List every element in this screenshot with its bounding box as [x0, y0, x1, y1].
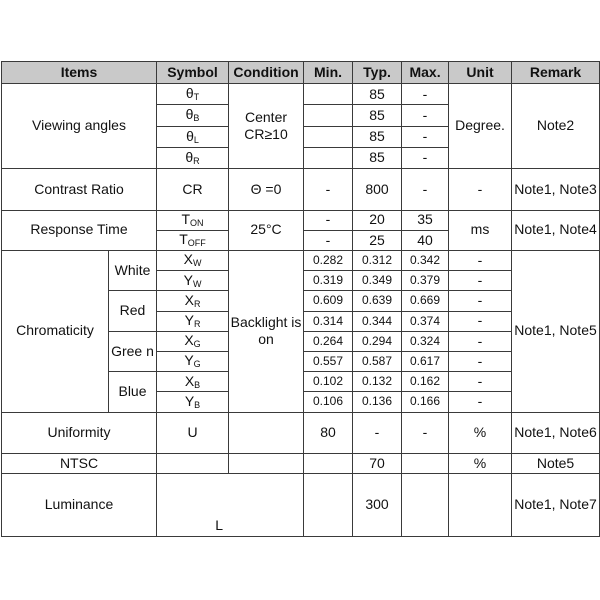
table-row: [2, 412, 600, 453]
header-min: Min.: [304, 62, 353, 84]
min-cell: 0.319: [304, 271, 353, 291]
optical-spec-table: [1, 61, 600, 537]
header-typ: Typ.: [353, 62, 402, 84]
max-cell: -: [402, 105, 449, 126]
max-cell: -: [402, 412, 449, 453]
min-cell: 0.282: [304, 250, 353, 270]
typ-cell: 0.344: [353, 311, 402, 331]
item-ntsc: NTSC: [2, 453, 157, 473]
max-cell: 0.379: [402, 271, 449, 291]
table-row: [2, 474, 600, 537]
typ-cell: 85: [353, 126, 402, 147]
remark-note1-note6: Note1, Note6: [512, 412, 600, 453]
typ-cell: 0.132: [353, 372, 402, 392]
symbol-theta-b: $\theta_B$: [157, 105, 229, 126]
header-items: Items: [2, 62, 157, 84]
remark-note1-note3: Note1, Note3: [512, 169, 600, 210]
item-contrast-ratio: Contrast Ratio: [2, 169, 157, 210]
symbol-cr: CR: [157, 169, 229, 210]
table-row: [2, 210, 600, 230]
typ-cell: -: [353, 412, 402, 453]
min-cell: 0.557: [304, 351, 353, 371]
typ-cell: 0.639: [353, 291, 402, 311]
max-cell: 0.166: [402, 392, 449, 412]
max-cell: 0.669: [402, 291, 449, 311]
unit-cell: -: [449, 372, 512, 392]
unit-cell: -: [449, 250, 512, 270]
color-white: White: [109, 250, 157, 290]
unit-ms: ms: [449, 210, 512, 250]
item-viewing-angles: Viewing angles: [2, 84, 157, 169]
symbol-yr: $Y_R$: [157, 311, 229, 331]
condition-cell: [229, 412, 304, 453]
min-cell: -: [304, 230, 353, 250]
symbol-yw: $Y_W$: [157, 271, 229, 291]
header-max: Max.: [402, 62, 449, 84]
min-cell: [304, 474, 353, 537]
min-cell: 0.106: [304, 392, 353, 412]
remark-note2: Note2: [512, 84, 600, 169]
symbol-t-off: $T_{OFF}$: [157, 230, 229, 250]
typ-cell: 0.294: [353, 331, 402, 351]
symbol-xb: $X_B$: [157, 372, 229, 392]
min-cell: [304, 105, 353, 126]
typ-cell: 70: [353, 453, 402, 473]
remark-note1-note7: Note1, Note7: [512, 474, 600, 537]
item-uniformity: Uniformity: [2, 412, 157, 453]
header-row: [2, 62, 600, 84]
item-response-time: Response Time: [2, 210, 157, 250]
table-row: [2, 169, 600, 210]
min-cell: 0.609: [304, 291, 353, 311]
max-cell: 35: [402, 210, 449, 230]
min-cell: 0.314: [304, 311, 353, 331]
typ-cell: 0.312: [353, 250, 402, 270]
max-cell: -: [402, 126, 449, 147]
min-cell: [304, 84, 353, 105]
symbol-theta-t: $\theta_T$: [157, 84, 229, 105]
item-chromaticity: Chromaticity: [2, 250, 109, 412]
symbol-theta-l: $\theta_L$: [157, 126, 229, 147]
condition-cell: [229, 453, 304, 473]
min-cell: [304, 126, 353, 147]
symbol-cell: [157, 453, 229, 473]
max-cell: 0.324: [402, 331, 449, 351]
table-row: [2, 250, 600, 270]
color-blue: Blue: [109, 372, 157, 412]
max-cell: 0.342: [402, 250, 449, 270]
typ-cell: 85: [353, 147, 402, 168]
condition-theta-zero: Θ =0: [229, 169, 304, 210]
max-cell: 0.617: [402, 351, 449, 371]
remark-note1-note5: Note1, Note5: [512, 250, 600, 412]
unit-cell: -: [449, 291, 512, 311]
header-symbol: Symbol: [157, 62, 229, 84]
unit-degree: Degree.: [449, 84, 512, 169]
typ-cell: 300: [353, 474, 402, 537]
unit-cell: -: [449, 169, 512, 210]
max-cell: 0.162: [402, 372, 449, 392]
max-cell: -: [402, 84, 449, 105]
min-cell: -: [304, 169, 353, 210]
typ-cell: 85: [353, 84, 402, 105]
min-cell: [304, 453, 353, 473]
min-cell: 80: [304, 412, 353, 453]
typ-cell: 0.136: [353, 392, 402, 412]
remark-note5: Note5: [512, 453, 600, 473]
typ-cell: 25: [353, 230, 402, 250]
symbol-t-on: $T_{ON}$: [157, 210, 229, 230]
max-cell: -: [402, 147, 449, 168]
symbol-u: U: [157, 412, 229, 453]
condition-25c: 25°C: [229, 210, 304, 250]
symbol-xg: $X_G$: [157, 331, 229, 351]
max-cell: [402, 453, 449, 473]
unit-cell: [449, 474, 512, 537]
symbol-l: L: [157, 474, 304, 537]
color-green: Gree n: [109, 331, 157, 371]
max-cell: [402, 474, 449, 537]
unit-cell: -: [449, 331, 512, 351]
symbol-xw: $X_W$: [157, 250, 229, 270]
condition-center-cr: Center CR≥10: [229, 84, 304, 169]
unit-percent: %: [449, 412, 512, 453]
typ-cell: 0.349: [353, 271, 402, 291]
unit-cell: -: [449, 311, 512, 331]
typ-cell: 20: [353, 210, 402, 230]
min-cell: -: [304, 210, 353, 230]
max-cell: -: [402, 169, 449, 210]
symbol-xr: $X_R$: [157, 291, 229, 311]
max-cell: 40: [402, 230, 449, 250]
unit-percent: %: [449, 453, 512, 473]
symbol-theta-r: $\theta_R$: [157, 147, 229, 168]
remark-note1-note4: Note1, Note4: [512, 210, 600, 250]
min-cell: [304, 147, 353, 168]
header-remark: Remark: [512, 62, 600, 84]
unit-cell: -: [449, 351, 512, 371]
symbol-yb: $Y_B$: [157, 392, 229, 412]
table-row: [2, 84, 600, 105]
item-luminance: Luminance: [2, 474, 157, 537]
unit-cell: -: [449, 271, 512, 291]
symbol-yg: $Y_G$: [157, 351, 229, 371]
unit-cell: -: [449, 392, 512, 412]
min-cell: 0.264: [304, 331, 353, 351]
typ-cell: 0.587: [353, 351, 402, 371]
color-red: Red: [109, 291, 157, 331]
table-row: [2, 453, 600, 473]
typ-cell: 85: [353, 105, 402, 126]
min-cell: 0.102: [304, 372, 353, 392]
header-condition: Condition: [229, 62, 304, 84]
condition-backlight-on: Backlight is on: [229, 250, 304, 412]
max-cell: 0.374: [402, 311, 449, 331]
typ-cell: 800: [353, 169, 402, 210]
header-unit: Unit: [449, 62, 512, 84]
